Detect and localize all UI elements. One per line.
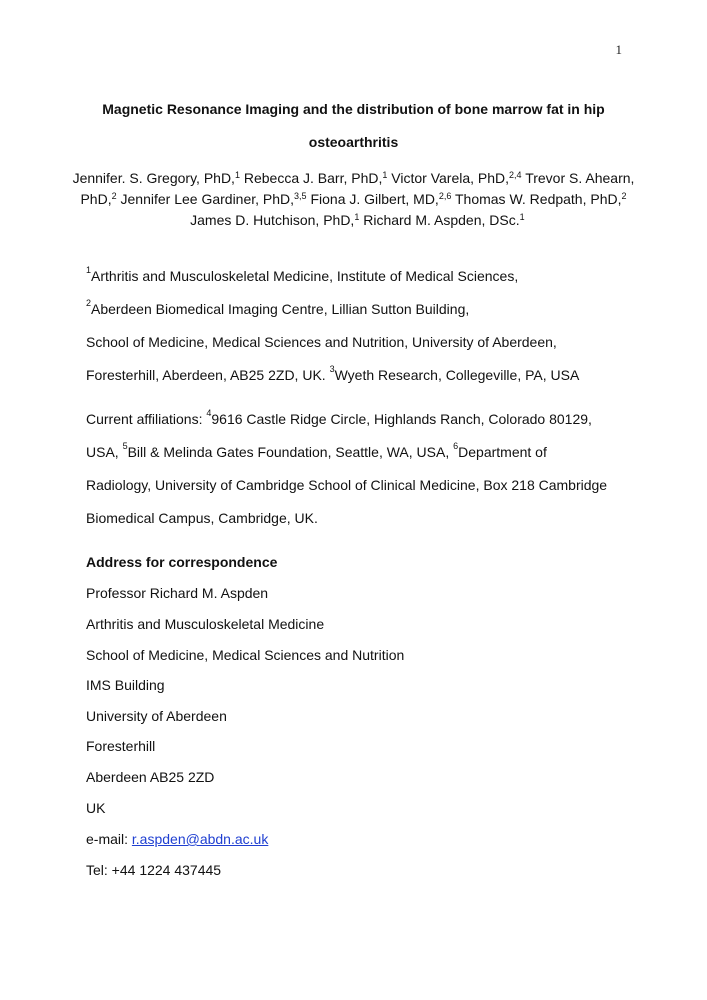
author: Thomas W. Redpath, PhD,$^2$: [454, 191, 627, 207]
author: Jennifer Lee Gardiner, PhD,$^{3,5}$: [120, 191, 307, 207]
correspondence-line: Arthritis and Musculoskeletal Medicine: [86, 616, 325, 632]
paper-title-line-1: Magnetic Resonance Imaging and the distribution of bone marrow fat in hip: [102, 101, 605, 117]
author: Rebecca J. Barr, PhD,$^1$: [243, 170, 388, 186]
correspondence-line: School of Medicine, Medical Sciences and Nutrition: [86, 647, 405, 663]
author: Fiona J. Gilbert, MD,$^{2,6}$: [310, 191, 452, 207]
current-affiliations-cont: USA, $^5$Bill & Melinda Gates Foundation, Seattle, WA, USA, $^6$Department of: [86, 441, 547, 460]
correspondence-line: IMS Building: [86, 677, 165, 693]
affiliation-3: Foresterhill, Aberdeen, AB25 2ZD, UK. $^3$Wyeth Research, Collegeville, PA, USA: [86, 364, 580, 383]
correspondence-heading: Address for correspondence: [86, 554, 278, 570]
current-affiliations-cont-3: Biomedical Campus, Cambridge, UK.: [86, 510, 318, 526]
author: Jennifer. S. Gregory, PhD,$^1$: [72, 170, 240, 186]
page-number: 1: [615, 42, 622, 57]
affiliation-2: $^2$Aberdeen Biomedical Imaging Centre, Lillian Sutton Building,: [86, 298, 470, 317]
current-affiliations: Current affiliations: $^4$9616 Castle Ridge Circle, Highlands Ranch, Colorado 80129,: [86, 408, 592, 427]
affiliation-1: $^1$Arthritis and Musculoskeletal Medicine, Institute of Medical Sciences,: [86, 265, 519, 284]
author: Victor Varela, PhD,$^{2,4}$: [391, 170, 522, 186]
correspondence-line: Foresterhill: [86, 738, 156, 754]
telephone-line: Tel: +44 1224 437445: [86, 862, 222, 878]
correspondence-line: University of Aberdeen: [86, 708, 227, 724]
correspondence-line: UK: [86, 800, 106, 816]
correspondence-line: Aberdeen AB25 2ZD: [86, 769, 215, 785]
author-list: [70, 168, 637, 231]
correspondence-line: Professor Richard M. Aspden: [86, 585, 269, 601]
affiliation-2-cont: School of Medicine, Medical Sciences and Nutrition, University of Aberdeen,: [86, 334, 557, 350]
email-link[interactable]: r.aspden@abdn.ac.uk: [131, 831, 269, 847]
author: Richard M. Aspden, DSc.$^1$: [363, 212, 525, 228]
current-affiliations-cont-2: Radiology, University of Cambridge School of Clinical Medicine, Box 218 Cambridge: [86, 477, 608, 493]
author: Trevor S. Ahearn, PhD,$^2$: [80, 170, 635, 207]
email-line: e-mail: r.aspden@abdn.ac.uk: [86, 831, 269, 847]
author: James D. Hutchison, PhD,$^1$: [190, 212, 360, 228]
paper-title-line-2: osteoarthritis: [308, 134, 399, 150]
